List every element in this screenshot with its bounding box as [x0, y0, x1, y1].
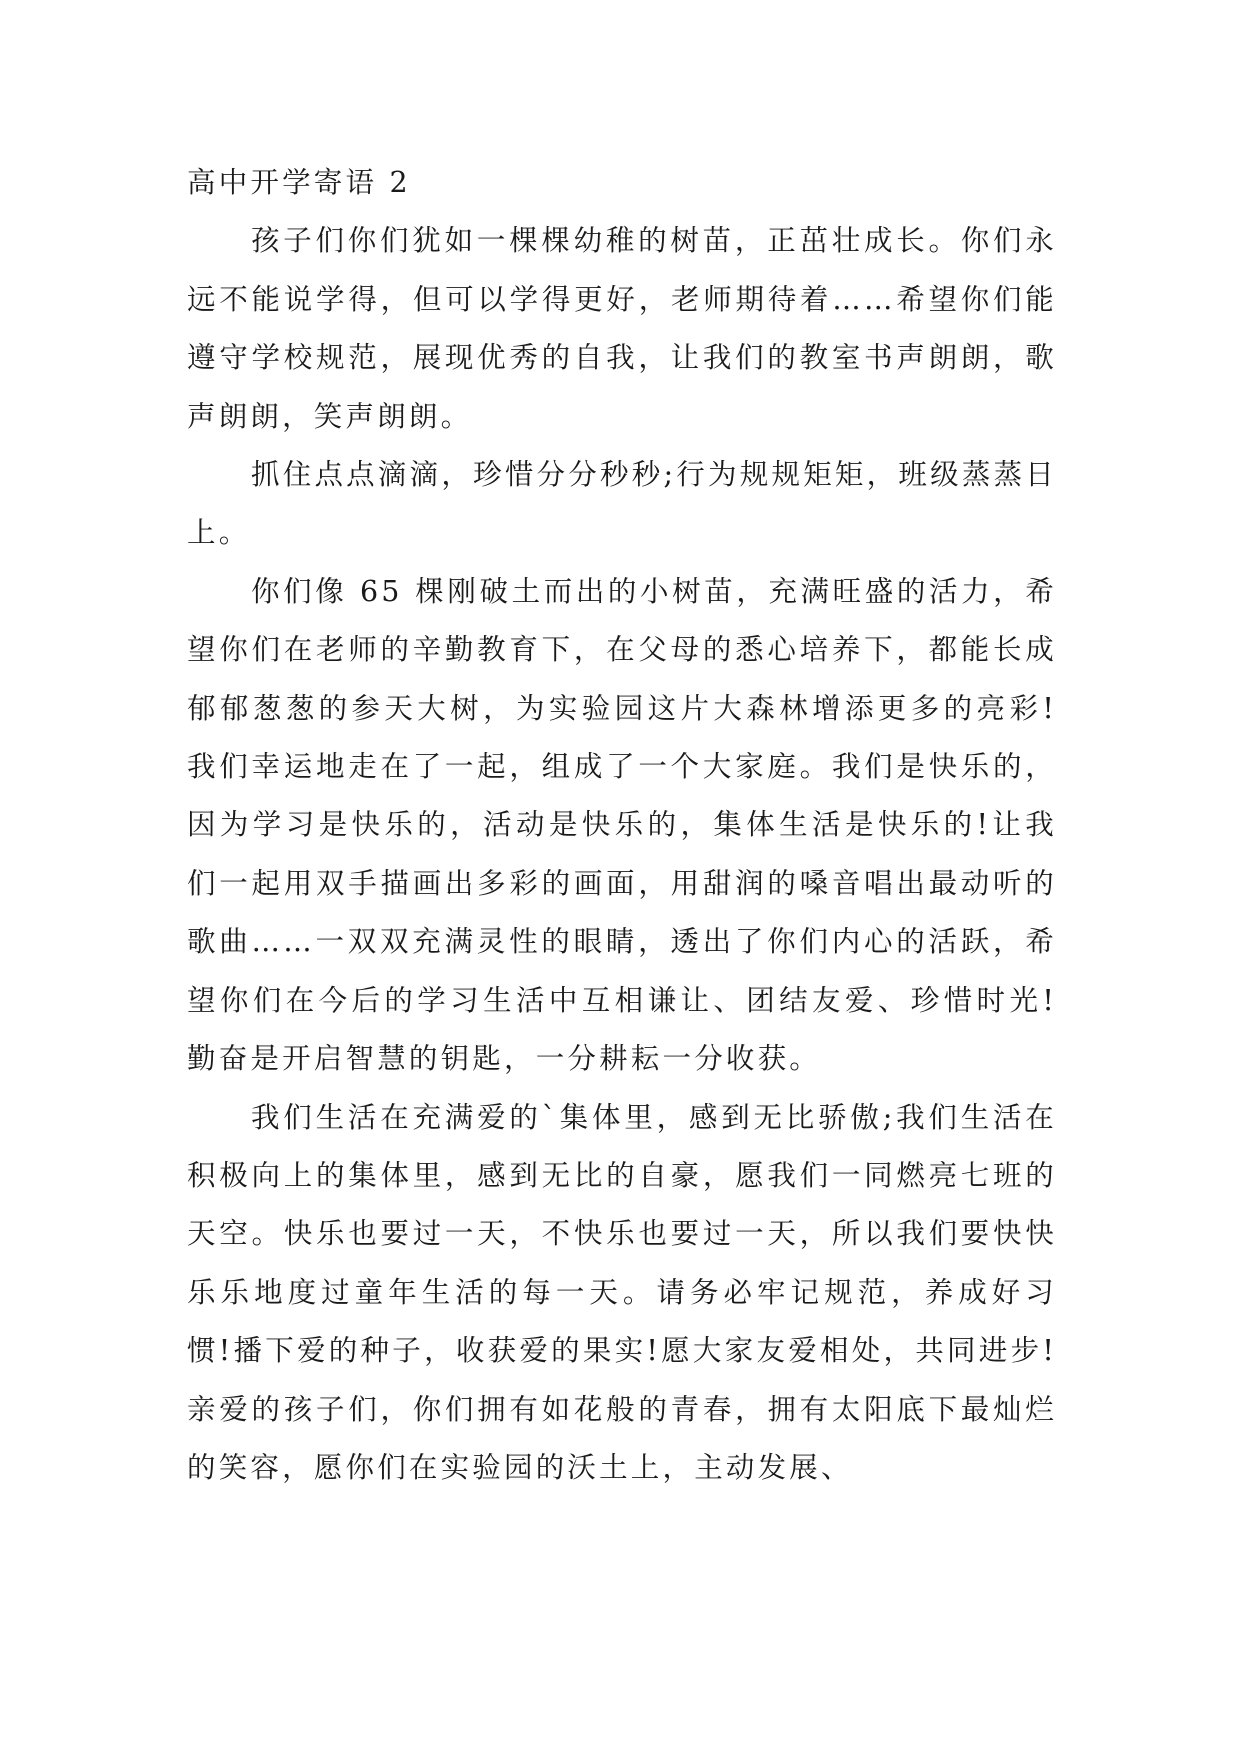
paragraph-3: 你们像 65 棵刚破土而出的小树苗，充满旺盛的活力，希望你们在老师的辛勤教育下，在父母的悉心培养下，都能长成郁郁葱葱的参天大树，为实验园这片大森林增添更多的亮彩!我们幸运地走在了一起，组成了一个大家庭。我们是快乐的，因为学习是快乐的，活动是快乐的，集体生活是快乐的!让我们一起用双手描画出多彩的画面，用甜润的嗓音唱出最动听的歌曲……一双双充满灵性的眼睛，透出了你们内心的活跃，希望你们在今后的学习生活中互相谦让、团结友爱、珍惜时光!勤奋是开启智慧的钥匙，一分耕耘一分收获。: [187, 574, 1057, 1076]
document-body: [187, 154, 1057, 1497]
paragraph-2: 抓住点点滴滴，珍惜分分秒秒;行为规规矩矩，班级蒸蒸日上。: [187, 458, 1057, 550]
document-title: 高中开学寄语 2: [187, 166, 411, 199]
paragraph-4: 我们生活在充满爱的`集体里，感到无比骄傲;我们生活在积极向上的集体里，感到无比的自豪，愿我们一同燃亮七班的天空。快乐也要过一天，不快乐也要过一天，所以我们要快快乐乐地度过童年生活的每一天。请务必牢记规范，养成好习惯!播下爱的种子，收获爱的果实!愿大家友爱相处，共同进步!亲爱的孩子们，你们拥有如花般的青春，拥有太阳底下最灿烂的笑容，愿你们在实验园的沃土上，主动发展、: [187, 1100, 1057, 1484]
paragraph-1: 孩子们你们犹如一棵棵幼稚的树苗，正茁壮成长。你们永远不能说学得，但可以学得更好，老师期待着……希望你们能遵守学校规范，展现优秀的自我，让我们的教室书声朗朗，歌声朗朗，笑声朗朗。: [187, 224, 1057, 433]
